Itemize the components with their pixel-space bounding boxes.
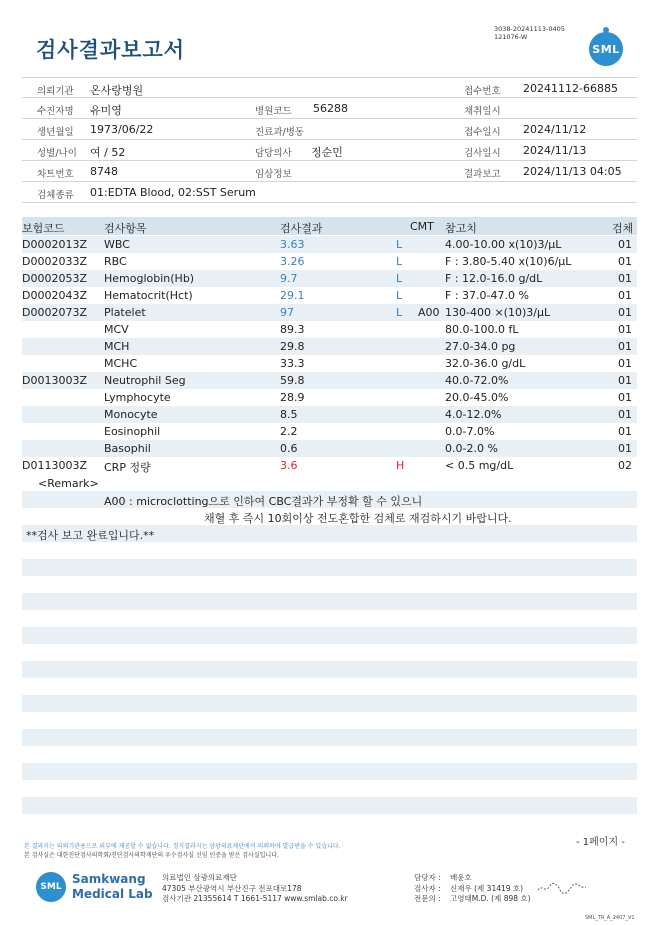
- form-code: SML_TR_A_2407_V1: [585, 915, 635, 921]
- result-name: CRP 정량: [104, 461, 151, 474]
- result-reference: 130-400 ×(10)3/μL: [445, 306, 551, 319]
- address-line-1: 의료법인 삼광의료재단: [162, 873, 237, 882]
- table-row: [22, 406, 637, 423]
- result-specimen: 01: [618, 340, 632, 353]
- receipt-date-label: 접수일시: [464, 127, 501, 138]
- header-ref: 참고치: [445, 222, 477, 235]
- result-value: 59.8: [280, 374, 305, 387]
- result-specimen: 01: [618, 374, 632, 387]
- result-specimen: 01: [618, 442, 632, 455]
- footer-brand: [72, 872, 153, 902]
- blank-stripe: [22, 729, 637, 746]
- specimen-value: 01:EDTA Blood, 02:SST Serum: [90, 186, 256, 199]
- table-row: [22, 236, 637, 253]
- result-specimen: 01: [618, 425, 632, 438]
- table-row: [22, 253, 637, 270]
- result-reference: 0.0-7.0%: [445, 425, 495, 438]
- staff3-name: 고영태M.D. (제 898 호): [450, 894, 531, 903]
- page-number: - 1페이지 -: [576, 837, 625, 848]
- footer-note-1: 본 결과지는 의뢰기관용으로 외부에 제공할 수 없습니다. 정식결과지는 삼광의료재단에서 의뢰하여 발급받을 수 있습니다.: [24, 843, 341, 850]
- result-reference: F : 37.0-47.0 %: [445, 289, 529, 302]
- test-date-value: 2024/11/13: [523, 144, 587, 157]
- result-flag: H: [396, 459, 405, 472]
- brand-line-1: Samkwang: [72, 872, 146, 886]
- staff1-label: 담당자 :: [414, 873, 441, 882]
- clinical-label: 임상정보: [255, 169, 292, 180]
- specimen-label: 검체종류: [37, 190, 74, 201]
- hosp-code-value: 56288: [313, 102, 348, 115]
- result-cmt: A00: [418, 306, 440, 319]
- result-reference: 27.0-34.0 pg: [445, 340, 516, 353]
- result-value: 8.5: [280, 408, 298, 421]
- blank-stripe: [22, 695, 637, 712]
- dept-label: 진료과/병동: [255, 127, 305, 138]
- result-specimen: 01: [618, 255, 632, 268]
- result-flag: L: [396, 306, 403, 319]
- table-row: [22, 389, 637, 406]
- table-row: [22, 372, 637, 389]
- result-specimen: 01: [618, 272, 632, 285]
- staff-row: [414, 894, 554, 905]
- report-value: 2024/11/13 04:05: [523, 165, 622, 178]
- result-specimen: 01: [618, 238, 632, 251]
- blank-stripe: [22, 797, 637, 814]
- footer-staff: [414, 873, 554, 905]
- result-value: 97: [280, 306, 294, 319]
- hosp-code-label: 병원코드: [255, 106, 292, 117]
- result-name: Eosinophil: [104, 425, 161, 438]
- birth-label: 생년월일: [37, 127, 74, 138]
- report-complete-text: **검사 보고 완료입니다.**: [26, 529, 155, 542]
- result-name: Monocyte: [104, 408, 158, 421]
- result-specimen: 01: [618, 323, 632, 336]
- result-specimen: 01: [618, 289, 632, 302]
- result-reference: 32.0-36.0 g/dL: [445, 357, 526, 370]
- result-value: 3.63: [280, 238, 305, 251]
- result-reference: 4.0-12.0%: [445, 408, 502, 421]
- result-specimen: 01: [618, 357, 632, 370]
- remark-line-2: 채혈 후 즉시 10회이상 전도혼합한 검체로 재검하시기 바랍니다.: [204, 512, 512, 525]
- result-name: Basophil: [104, 442, 151, 455]
- result-value: 0.6: [280, 442, 298, 455]
- result-specimen: 01: [618, 408, 632, 421]
- document-code-line1: 3038-20241113-0405: [494, 25, 565, 33]
- result-code: D0013003Z: [22, 374, 87, 387]
- table-row: [22, 423, 637, 440]
- patient-value: 유미영: [90, 104, 122, 117]
- patient-info-table: [22, 77, 637, 203]
- table-row: [22, 304, 637, 321]
- result-name: WBC: [104, 238, 130, 251]
- header-name: 검사항목: [104, 222, 147, 235]
- result-value: 29.8: [280, 340, 305, 353]
- result-value: 89.3: [280, 323, 305, 336]
- result-reference: 4.00-10.00 x(10)3/μL: [445, 238, 562, 251]
- result-name: Platelet: [104, 306, 146, 319]
- info-row: [22, 77, 637, 98]
- signature-icon: [536, 880, 588, 896]
- table-row: [22, 355, 637, 372]
- result-value: 28.9: [280, 391, 305, 404]
- result-code: D0002043Z: [22, 289, 87, 302]
- patient-label: 수진자명: [37, 106, 74, 117]
- footer-address: [162, 873, 348, 905]
- info-row: [22, 182, 637, 203]
- result-code: D0002073Z: [22, 306, 87, 319]
- hospital-label: 의뢰기관: [37, 86, 74, 97]
- table-row: [22, 321, 637, 338]
- results-table: [22, 236, 637, 474]
- remark-title: <Remark>: [38, 477, 99, 490]
- result-specimen: 01: [618, 306, 632, 319]
- result-code: D0002033Z: [22, 255, 87, 268]
- result-reference: 80.0-100.0 fL: [445, 323, 519, 336]
- staff-row: [414, 873, 554, 884]
- header-cmt: CMT: [410, 220, 434, 233]
- result-specimen: 02: [618, 459, 632, 472]
- receipt-no-value: 20241112-66885: [523, 82, 618, 95]
- header-spec: 검체: [612, 222, 634, 235]
- staff3-label: 전문의 :: [414, 894, 441, 903]
- blank-stripe: [22, 559, 637, 576]
- staff2-label: 검사자 :: [414, 883, 441, 893]
- info-row: [22, 161, 637, 182]
- table-row: [22, 457, 637, 474]
- staff1-name: 배윤호: [450, 873, 472, 882]
- receipt-no-label: 접수번호: [464, 86, 501, 97]
- table-row: [22, 270, 637, 287]
- result-name: Neutrophil Seg: [104, 374, 186, 387]
- result-name: MCHC: [104, 357, 138, 370]
- result-flag: L: [396, 272, 403, 285]
- result-reference: < 0.5 mg/dL: [445, 459, 514, 472]
- info-row: [22, 119, 637, 140]
- result-code: D0002013Z: [22, 238, 87, 251]
- result-flag: L: [396, 289, 403, 302]
- document-code-line2: 121076-W: [494, 32, 528, 41]
- result-reference: 40.0-72.0%: [445, 374, 509, 387]
- result-name: RBC: [104, 255, 127, 268]
- table-row: [22, 440, 637, 457]
- result-value: 2.2: [280, 425, 298, 438]
- result-reference: 20.0-45.0%: [445, 391, 509, 404]
- brand-line-2: Medical Lab: [72, 887, 153, 901]
- blank-stripe: [22, 627, 637, 644]
- result-specimen: 01: [618, 391, 632, 404]
- collect-date-label: 채취일시: [464, 106, 501, 117]
- doctor-label: 담당의사: [255, 148, 292, 159]
- chart-label: 차트번호: [37, 169, 74, 180]
- address-line-3: 검사기관 21355614 T 1661-5117 www.smlab.co.kr: [162, 894, 348, 903]
- result-code: D0113003Z: [22, 459, 87, 472]
- remark-line-1: A00 : microclotting으로 인하여 CBC결과가 부정확 할 수 있으니: [104, 495, 423, 508]
- hospital-value: 온사랑병원: [90, 84, 144, 97]
- staff2-name: 신재우 (제 31419 호): [450, 883, 524, 893]
- result-name: MCH: [104, 340, 130, 353]
- result-name: MCV: [104, 323, 129, 336]
- result-name: Hemoglobin(Hb): [104, 272, 195, 285]
- receipt-date-value: 2024/11/12: [523, 123, 587, 136]
- result-flag: L: [396, 255, 403, 268]
- table-row: [22, 287, 637, 304]
- result-value: 3.6: [280, 459, 298, 472]
- result-reference: F : 3.80-5.40 x(10)6/μL: [445, 255, 572, 268]
- chart-value: 8748: [90, 165, 118, 178]
- sex-age-label: 성별/나이: [37, 148, 77, 159]
- result-name: Hematocrit(Hct): [104, 289, 193, 302]
- table-row: [22, 338, 637, 355]
- info-row: [22, 140, 637, 161]
- result-code: D0002053Z: [22, 272, 87, 285]
- result-value: 29.1: [280, 289, 305, 302]
- info-row: [22, 98, 637, 119]
- report-label: 결과보고: [464, 169, 501, 180]
- staff-row: [414, 884, 554, 895]
- report-title: 검사결과보고서: [36, 38, 186, 62]
- blank-stripe: [22, 593, 637, 610]
- result-reference: F : 12.0-16.0 g/dL: [445, 272, 543, 285]
- sex-age-value: 여 / 52: [90, 146, 126, 159]
- document-code: [494, 26, 565, 41]
- result-reference: 0.0-2.0 %: [445, 442, 498, 455]
- address-line-2: 47305 부산광역시 부산진구 전포대로178: [162, 883, 302, 893]
- header-value: 검사결과: [280, 222, 323, 235]
- birth-value: 1973/06/22: [90, 123, 154, 136]
- result-value: 33.3: [280, 357, 305, 370]
- sml-logo-icon: SML: [589, 32, 623, 66]
- footer-note-2: 본 검사실은 대한진단검사의학회/진단검사의학재단의 우수검사실 신임 인증을 받은 검사실입니다.: [24, 852, 279, 859]
- result-name: Lymphocyte: [104, 391, 171, 404]
- blank-stripe: [22, 763, 637, 780]
- test-date-label: 검사일시: [464, 148, 501, 159]
- results-header: [22, 217, 637, 235]
- header-code: 보험코드: [22, 222, 65, 235]
- result-flag: L: [396, 238, 403, 251]
- footer-sml-logo-icon: SML: [36, 872, 66, 902]
- result-value: 3.26: [280, 255, 305, 268]
- blank-stripe: [22, 661, 637, 678]
- doctor-value: 정순민: [311, 146, 343, 159]
- result-value: 9.7: [280, 272, 298, 285]
